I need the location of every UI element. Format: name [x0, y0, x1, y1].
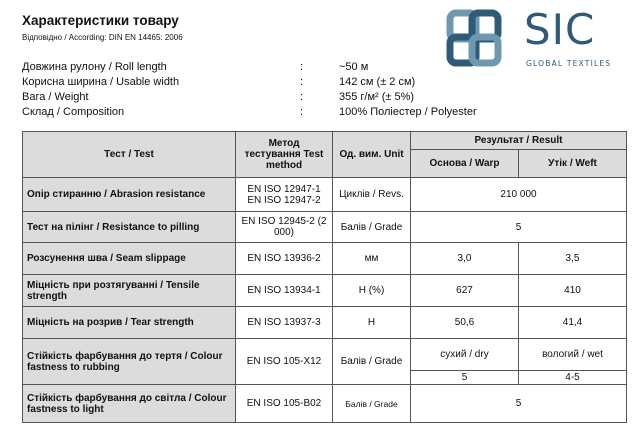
header-warp: Основа / Warp [411, 150, 519, 178]
test-method: EN ISO 13936-2 [236, 243, 333, 275]
test-method: EN ISO 12945-2 (2 000) [236, 212, 333, 243]
standard-reference: Відповідно / According: DIN EN 14465: 2006 [22, 33, 183, 42]
test-result-warp: 50,6 [411, 307, 519, 339]
test-result-dry: 5 [411, 371, 519, 385]
test-name: Тест на пілінг / Resistance to pilling [23, 212, 236, 243]
test-name: Опір стиранню / Abrasion resistance [23, 178, 236, 212]
test-method: EN ISO 13934-1 [236, 275, 333, 307]
property-value: 142 см (± 2 см) [339, 76, 416, 88]
test-unit: Балів / Grade [333, 339, 411, 385]
table-row [23, 385, 627, 423]
test-name: Міцність на розрив / Tear strength [23, 307, 236, 339]
property-value: 100% Поліестер / Polyester [339, 106, 477, 118]
test-name: Міцність при розтягуванні / Tensile strength [23, 275, 236, 307]
test-method: EN ISO 105-B02 [236, 385, 333, 423]
table-row [23, 339, 627, 371]
property-colon: : [300, 61, 304, 73]
header-test: Тест / Test [23, 132, 236, 178]
test-unit: Н (%) [333, 275, 411, 307]
header-unit: Од. вим. Unit [333, 132, 411, 178]
company-logo [444, 5, 622, 75]
property-label: Довжина рулону / Roll length [22, 61, 167, 73]
test-result-warp: 3,0 [411, 243, 519, 275]
table-row [23, 212, 627, 243]
table-row [23, 307, 627, 339]
table-row [23, 178, 627, 212]
page-title: Характеристики товару [22, 13, 179, 28]
test-name: Стійкість фарбування до тертя / Colour fastness to rubbing [23, 339, 236, 385]
test-unit: мм [333, 243, 411, 275]
logo-mark-icon [444, 5, 520, 75]
test-unit: Циклів / Revs. [333, 178, 411, 212]
test-result: 5 [411, 385, 627, 423]
test-result-wet: 4-5 [519, 371, 627, 385]
logo-name: SIC [524, 5, 596, 54]
test-name: Розсунення шва / Seam slippage [23, 243, 236, 275]
specification-table [22, 131, 627, 423]
test-result: 210 000 [411, 178, 627, 212]
test-unit: Н [333, 307, 411, 339]
test-method: EN ISO 13937-3 [236, 307, 333, 339]
property-label: Корисна ширина / Usable width [22, 76, 180, 88]
header-method: Метод тестування Test method [236, 132, 333, 178]
property-value: 355 г/м² (± 5%) [339, 91, 415, 103]
property-colon: : [300, 76, 304, 88]
header-result: Результат / Result [411, 132, 627, 150]
test-unit: Балів / Grade [333, 385, 411, 423]
test-method: EN ISO 12947-1 EN ISO 12947-2 [236, 178, 333, 212]
test-result-weft: 3,5 [519, 243, 627, 275]
table-row [23, 243, 627, 275]
property-colon: : [300, 106, 304, 118]
test-result-weft: 410 [519, 275, 627, 307]
table-row [23, 275, 627, 307]
test-result-weft: 41,4 [519, 307, 627, 339]
test-condition-wet: вологий / wet [519, 339, 627, 371]
property-label: Вага / Weight [22, 91, 89, 103]
test-condition-dry: сухий / dry [411, 339, 519, 371]
test-result: 5 [411, 212, 627, 243]
test-name: Стійкість фарбування до світла / Colour fastness to light [23, 385, 236, 423]
table-header-row [23, 132, 627, 150]
test-unit: Балів / Grade [333, 212, 411, 243]
test-result-warp: 627 [411, 275, 519, 307]
logo-tagline: GLOBAL TEXTILES [526, 59, 612, 68]
test-method: EN ISO 105-X12 [236, 339, 333, 385]
property-value: ~50 м [339, 61, 369, 73]
property-label: Склад / Composition [22, 106, 125, 118]
property-colon: : [300, 91, 304, 103]
header-weft: Утік / Weft [519, 150, 627, 178]
